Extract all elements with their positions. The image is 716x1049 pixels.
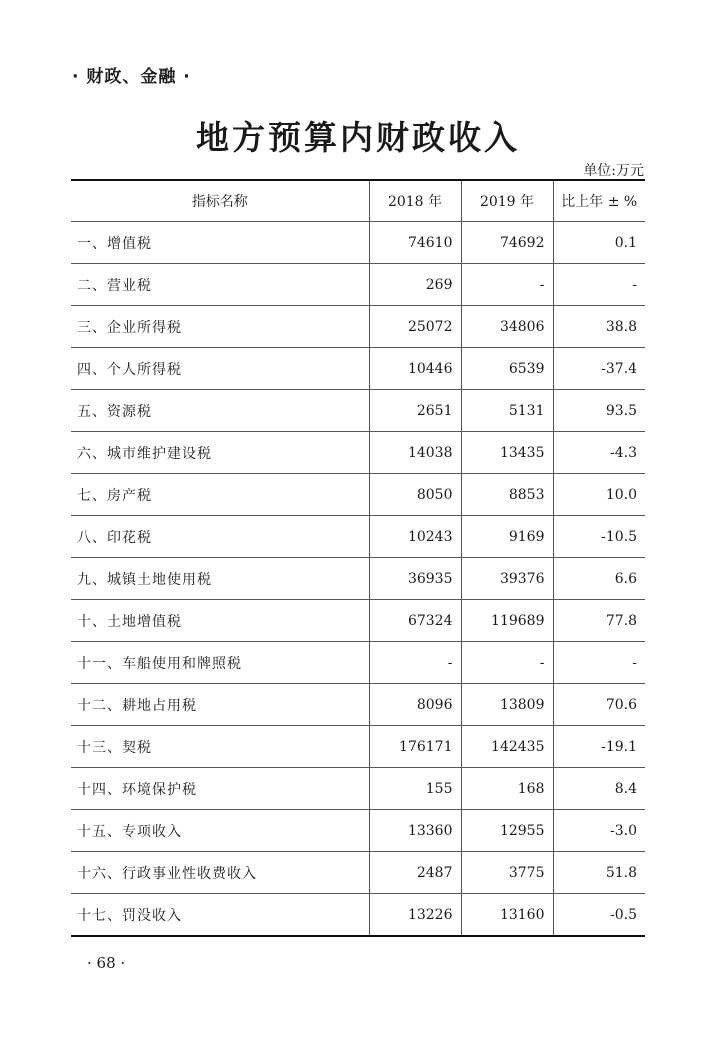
change-percent-cell: 10.0 [553, 474, 645, 516]
change-percent-cell: 8.4 [553, 768, 645, 810]
change-percent-cell: 0.1 [553, 222, 645, 264]
value-2018-cell: 2651 [369, 390, 461, 432]
page-title: 地方预算内财政收入 [196, 118, 520, 157]
table-row [71, 432, 645, 474]
value-2018-cell: 36935 [369, 558, 461, 600]
value-2019-cell: 34806 [461, 306, 553, 348]
table-row [71, 264, 645, 306]
value-2019-cell: 119689 [461, 600, 553, 642]
value-2018-cell: 14038 [369, 432, 461, 474]
table-row [71, 222, 645, 264]
value-2018-cell: 25072 [369, 306, 461, 348]
value-2019-cell: 6539 [461, 348, 553, 390]
change-percent-cell: -37.4 [553, 348, 645, 390]
table-row [71, 852, 645, 894]
section-header: · 财政、金融 · [72, 67, 191, 87]
change-percent-cell: 38.8 [553, 306, 645, 348]
value-2019-cell: 5131 [461, 390, 553, 432]
value-2019-cell: 13809 [461, 684, 553, 726]
value-2019-cell: 12955 [461, 810, 553, 852]
change-percent-cell: -19.1 [553, 726, 645, 768]
change-percent-cell: 70.6 [553, 684, 645, 726]
value-2018-cell: 269 [369, 264, 461, 306]
table-row [71, 642, 645, 684]
row-name-cell: 十二、耕地占用税 [71, 684, 369, 726]
row-name-cell: 十、土地增值税 [71, 600, 369, 642]
value-2019-cell: 13435 [461, 432, 553, 474]
value-2019-cell: 3775 [461, 852, 553, 894]
header-indicator-name: 指标名称 [71, 180, 369, 222]
value-2018-cell: 155 [369, 768, 461, 810]
value-2018-cell: 13226 [369, 894, 461, 937]
table-row [71, 684, 645, 726]
change-percent-cell: 93.5 [553, 390, 645, 432]
row-name-cell: 十六、行政事业性收费收入 [71, 852, 369, 894]
row-name-cell: 八、印花税 [71, 516, 369, 558]
table-row [71, 474, 645, 516]
value-2018-cell: 10446 [369, 348, 461, 390]
table-row [71, 726, 645, 768]
table-row [71, 894, 645, 937]
value-2019-cell: 13160 [461, 894, 553, 937]
value-2018-cell: 8050 [369, 474, 461, 516]
row-name-cell: 六、城市维护建设税 [71, 432, 369, 474]
change-percent-cell: -3.0 [553, 810, 645, 852]
page-number: · 68 · [87, 954, 126, 972]
change-percent-cell: - [553, 642, 645, 684]
value-2018-cell: 8096 [369, 684, 461, 726]
header-change-percent: 比上年 ± % [553, 180, 645, 222]
value-2018-cell: 74610 [369, 222, 461, 264]
table-header-row [71, 180, 645, 222]
value-2019-cell: 168 [461, 768, 553, 810]
change-percent-cell: 51.8 [553, 852, 645, 894]
header-2019: 2019 年 [461, 180, 553, 222]
value-2019-cell: 9169 [461, 516, 553, 558]
value-2019-cell: 142435 [461, 726, 553, 768]
table-row [71, 390, 645, 432]
row-name-cell: 十四、环境保护税 [71, 768, 369, 810]
row-name-cell: 五、资源税 [71, 390, 369, 432]
value-2019-cell: - [461, 642, 553, 684]
table-row [71, 348, 645, 390]
row-name-cell: 十一、车船使用和牌照税 [71, 642, 369, 684]
table-row [71, 600, 645, 642]
change-percent-cell: -0.5 [553, 894, 645, 937]
unit-label: 单位:万元 [583, 163, 644, 179]
change-percent-cell: 6.6 [553, 558, 645, 600]
row-name-cell: 一、增值税 [71, 222, 369, 264]
row-name-cell: 二、营业税 [71, 264, 369, 306]
change-percent-cell: -10.5 [553, 516, 645, 558]
change-percent-cell: 77.8 [553, 600, 645, 642]
table-row [71, 306, 645, 348]
table-row [71, 558, 645, 600]
header-2018: 2018 年 [369, 180, 461, 222]
row-name-cell: 三、企业所得税 [71, 306, 369, 348]
revenue-table [71, 179, 645, 937]
row-name-cell: 十五、专项收入 [71, 810, 369, 852]
value-2019-cell: 74692 [461, 222, 553, 264]
table-row [71, 516, 645, 558]
value-2018-cell: 10243 [369, 516, 461, 558]
row-name-cell: 九、城镇土地使用税 [71, 558, 369, 600]
value-2018-cell: 13360 [369, 810, 461, 852]
value-2019-cell: 8853 [461, 474, 553, 516]
value-2019-cell: 39376 [461, 558, 553, 600]
change-percent-cell: -4.3 [553, 432, 645, 474]
value-2018-cell: 67324 [369, 600, 461, 642]
change-percent-cell: - [553, 264, 645, 306]
row-name-cell: 七、房产税 [71, 474, 369, 516]
value-2018-cell: 2487 [369, 852, 461, 894]
value-2018-cell: - [369, 642, 461, 684]
row-name-cell: 四、个人所得税 [71, 348, 369, 390]
row-name-cell: 十三、契税 [71, 726, 369, 768]
value-2019-cell: - [461, 264, 553, 306]
table-row [71, 768, 645, 810]
row-name-cell: 十七、罚没收入 [71, 894, 369, 937]
table-row [71, 810, 645, 852]
value-2018-cell: 176171 [369, 726, 461, 768]
